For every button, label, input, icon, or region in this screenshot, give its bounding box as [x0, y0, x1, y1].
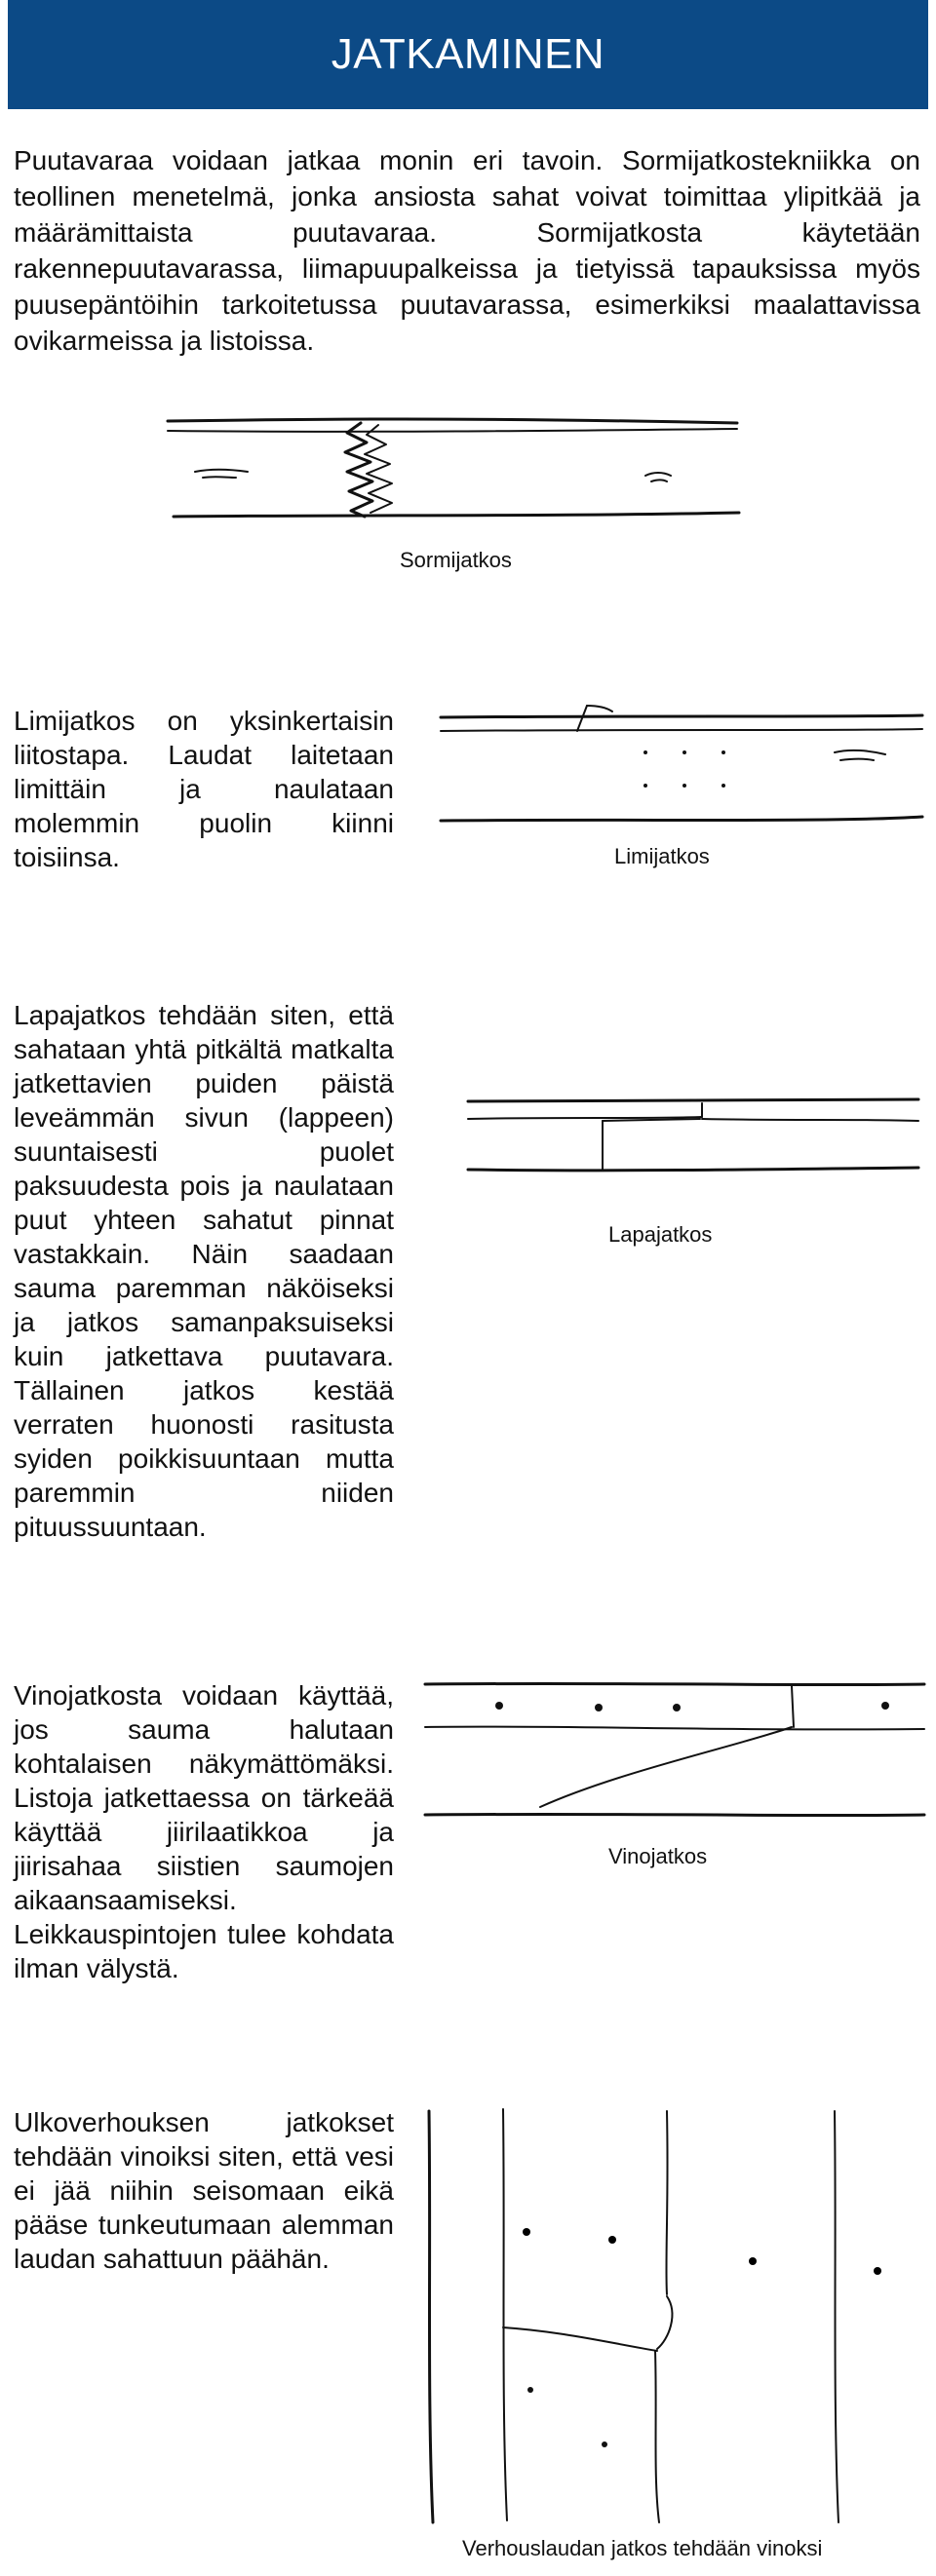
half-lap-joint-illustration [466, 1096, 920, 1173]
page-title: JATKAMINEN [331, 30, 605, 78]
intro-paragraph: Puutavaraa voidaan jatkaa monin eri tavoin. Sormijatkostekniikka on teollinen menetelmä, jonka ansiosta sahat voivat toimittaa ylipitkää ja määrämittaista puutavaraa. Sormijatkosta käytetään rakennepuutavarassa, liimapuupalkeissa ja tietyissä tapauksissa myös puusepäntöihin tarkoitetussa puutavarassa, esimerkiksi maalattavissa ovikarmeissa ja listoissa. [14, 145, 920, 356]
caption-limijatkos: Limijatkos [614, 844, 710, 868]
caption-sormijatkos: Sormijatkos [400, 548, 512, 572]
scarf-joint-illustration [423, 1678, 926, 1825]
paragraph-vinojatkos: Vinojatkosta voidaan käyttää, jos sauma halutaan kohtalaisen näkymättömäksi. Listoja jatkettaessa on tärkeää käyttää jiirilaatikkoa ja jiirisahaa siistien saumojen aikaansaamiseksi. Leikkauspintojen tulee kohdata ilman välystä. [14, 1680, 394, 1983]
paragraph-lapajatkos: Lapajatkos tehdään siten, että sahataan yhtä pitkältä matkalta jatkettavien puiden päistä leveämmän sivun (lappeen) suuntaisesti puolet paksuudesta pois ja naulataan puut yhteen sahatut pinnat vastakkain. Näin saadaan sauma paremman näköiseksi ja jatkos samanpaksuiseksi kuin jatkettava puutavara. Tällainen jatkos kestää verraten huonosti rasitusta syiden poikkisuuntaan mutta paremmin niiden pituussuuntaan. [14, 1000, 394, 1542]
caption-verhouslauta: Verhouslaudan jatkos tehdään vinoksi [462, 2536, 823, 2560]
caption-vinojatkos: Vinojatkos [608, 1844, 708, 1868]
paragraph-limijatkos: Limijatkos on yksinkertaisin liitostapa. Laudat laitetaan limittäin ja naulataan molemmin puolin kiinni toisiinsa. [14, 706, 394, 872]
finger-joint-illustration [166, 407, 741, 524]
cladding-joint-illustration [425, 2105, 922, 2524]
caption-lapajatkos: Lapajatkos [608, 1222, 713, 1247]
page-header [8, 0, 928, 109]
lap-joint-illustration [441, 702, 924, 828]
paragraph-ulkoverhous: Ulkoverhouksen jatkokset tehdään vinoiksi siten, että vesi ei jää niihin seisomaan eikä pääse tunkeutumaan alemman laudan sahattuun päähän. [14, 2107, 394, 2274]
